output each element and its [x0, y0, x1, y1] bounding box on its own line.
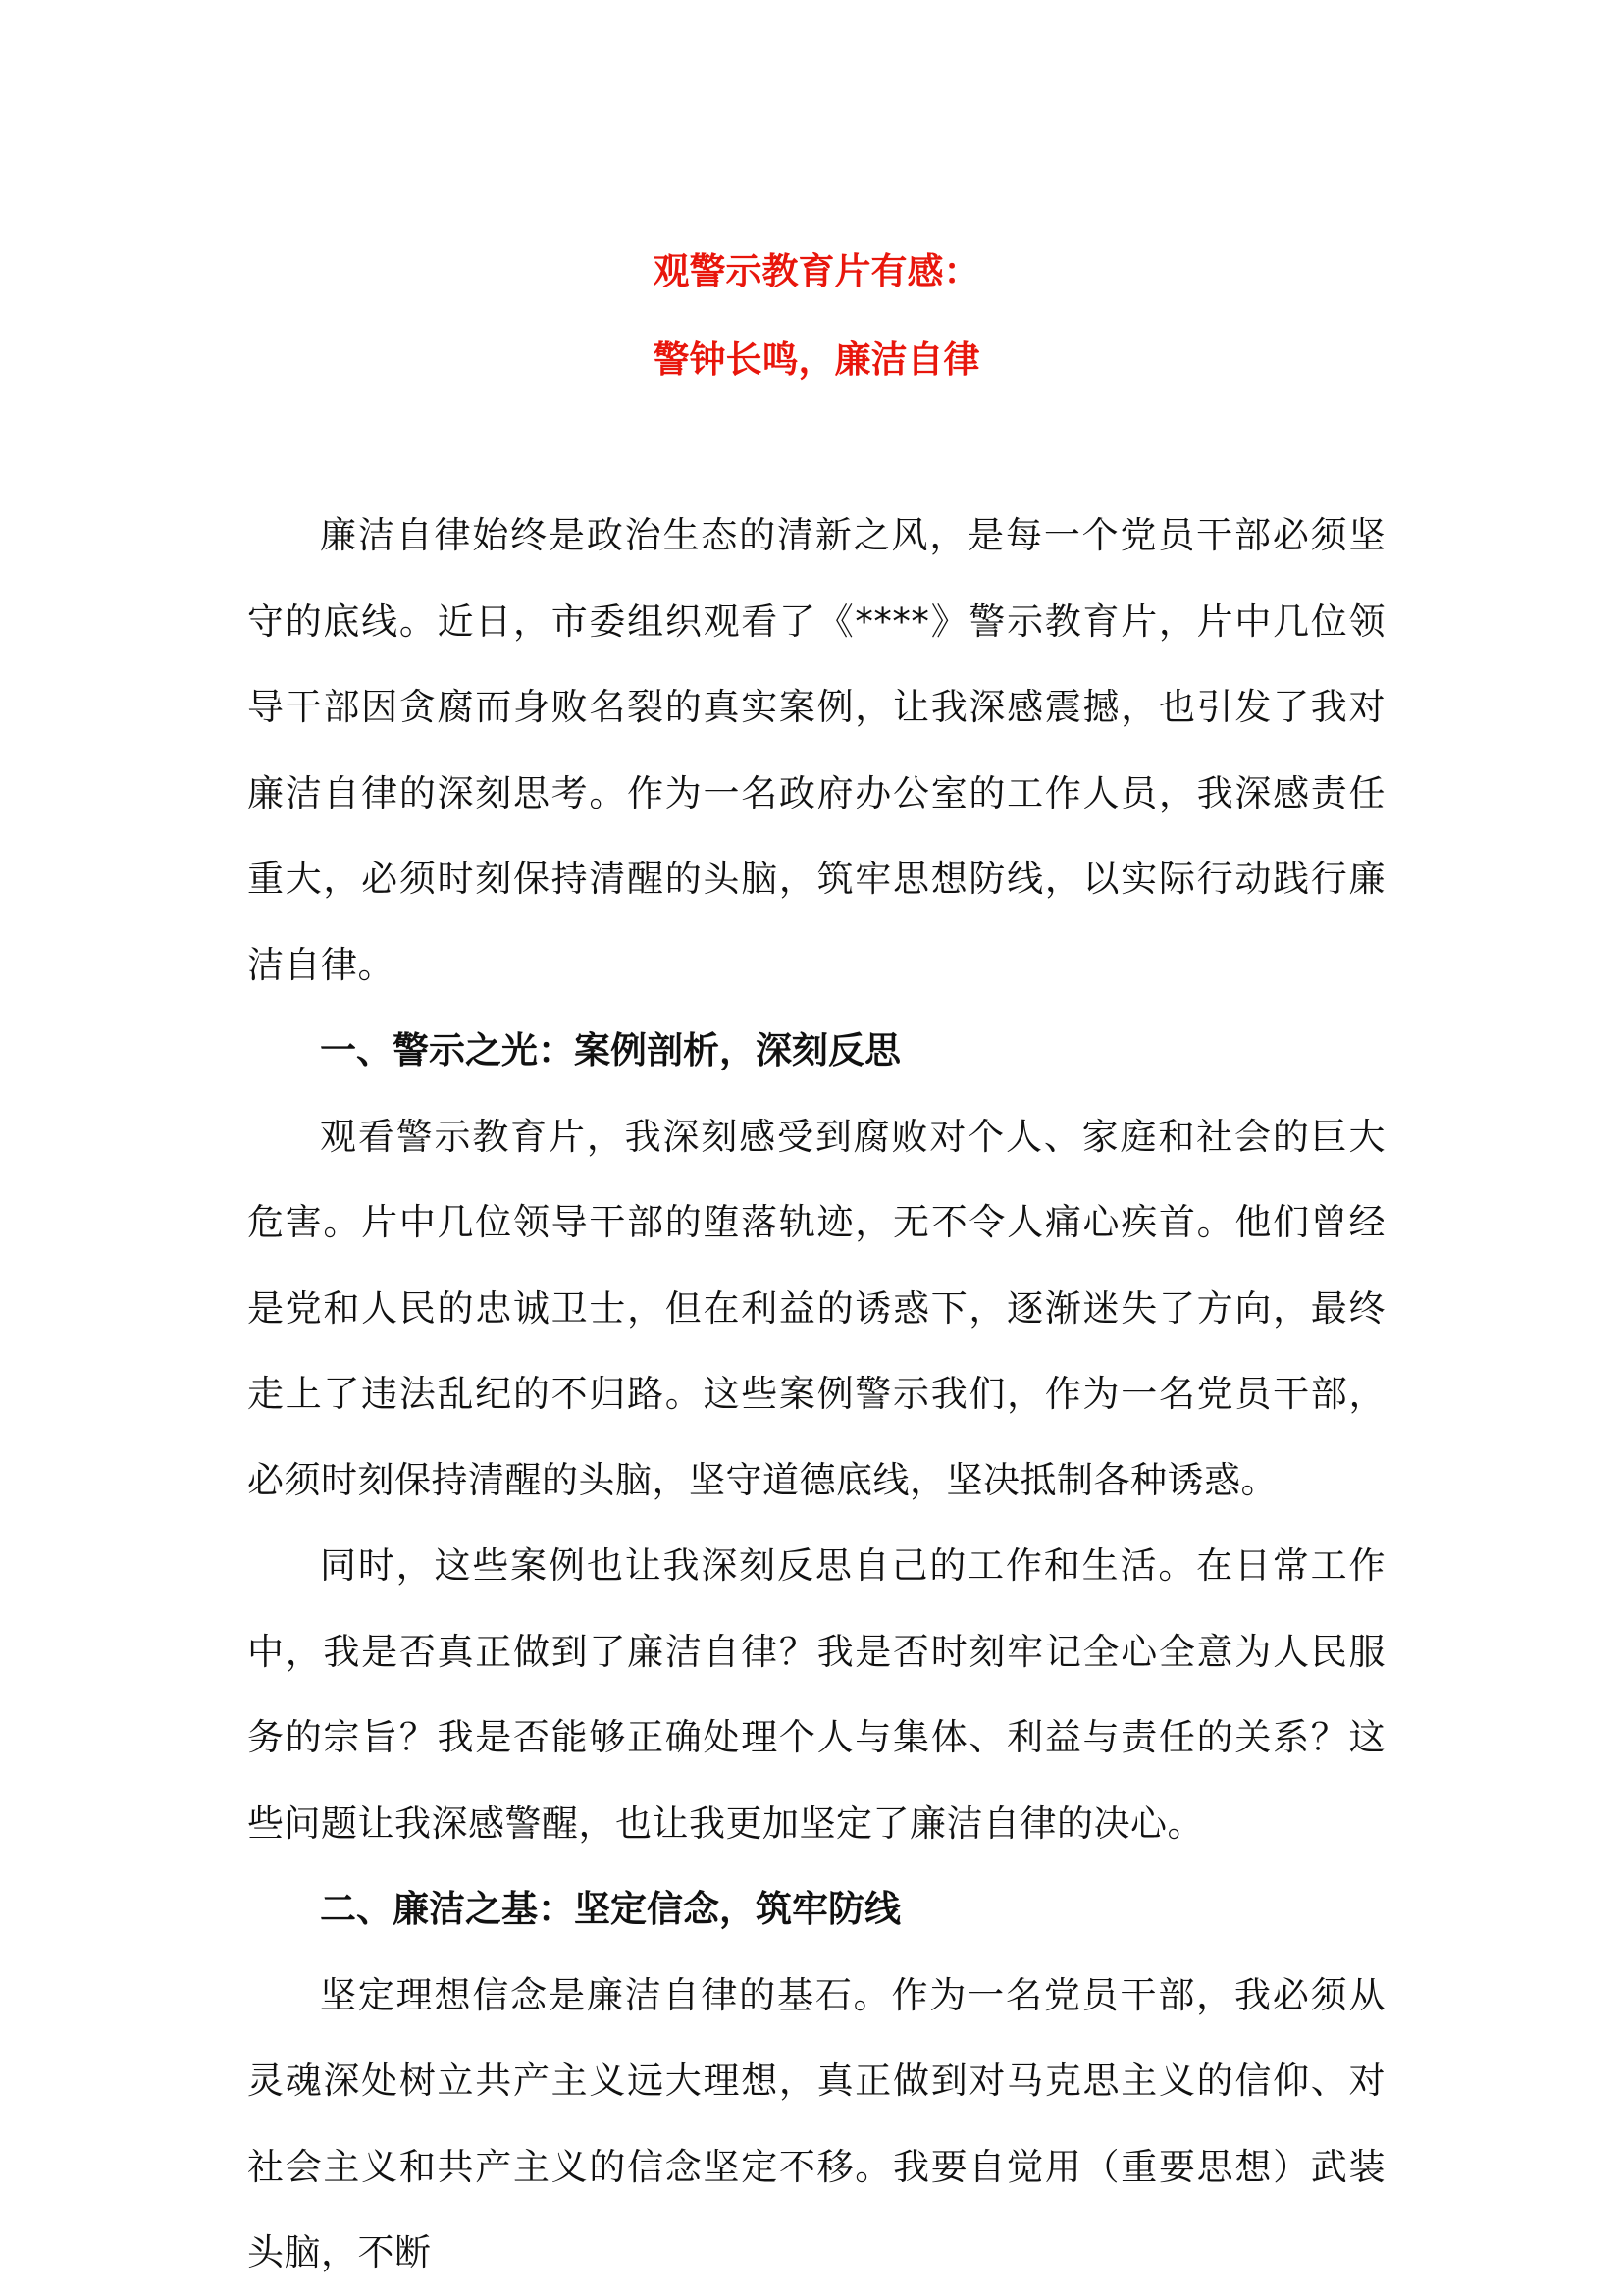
intro-paragraph: 廉洁自律始终是政治生态的清新之风，是每一个党员干部必须坚守的底线。近日，市委组织观看了《****》警示教育片，片中几位领导干部因贪腐而身败名裂的真实案例，让我深感震撼，也引发了我对廉洁自律的深刻思考。作为一名政府办公室的工作人员，我深感责任重大，必须时刻保持清醒的头脑，筑牢思想防线，以实际行动践行廉洁自律。: [247, 514, 1386, 986]
document-page: [247, 228, 1386, 2296]
section-1-paragraph-2: 同时，这些案例也让我深刻反思自己的工作和生活。在日常工作中，我是否真正做到了廉洁自律？我是否时刻牢记全心全意为人民服务的宗旨？我是否能够正确处理个人与集体、利益与责任的关系？这些问题让我深感警醒，也让我更加坚定了廉洁自律的决心。: [247, 1544, 1386, 1845]
document-title-line-1: 观警示教育片有感：: [653, 250, 980, 292]
section-1-heading: 一、警示之光：案例剖析，深刻反思: [320, 1029, 901, 1071]
section-2-paragraph-1: 坚定理想信念是廉洁自律的基石。作为一名党员干部，我必须从灵魂深处树立共产主义远大理想，真正做到对马克思主义的信仰、对社会主义和共产主义的信念坚定不移。我要自觉用（重要思想）武装头脑，不断: [247, 1973, 1386, 2273]
title-spacer: [247, 404, 1386, 493]
document-title-line-2: 警钟长鸣，廉洁自律: [653, 339, 980, 381]
section-2-heading: 二、廉洁之基：坚定信念，筑牢防线: [320, 1888, 901, 1930]
section-1-paragraph-1: 观看警示教育片，我深刻感受到腐败对个人、家庭和社会的巨大危害。片中几位领导干部的堕落轨迹，无不令人痛心疾首。他们曾经是党和人民的忠诚卫士，但在利益的诱惑下，逐渐迷失了方向，最终走上了违法乱纪的不归路。这些案例警示我们，作为一名党员干部，必须时刻保持清醒的头脑，坚守道德底线，坚决抵制各种诱惑。: [247, 1115, 1386, 1501]
